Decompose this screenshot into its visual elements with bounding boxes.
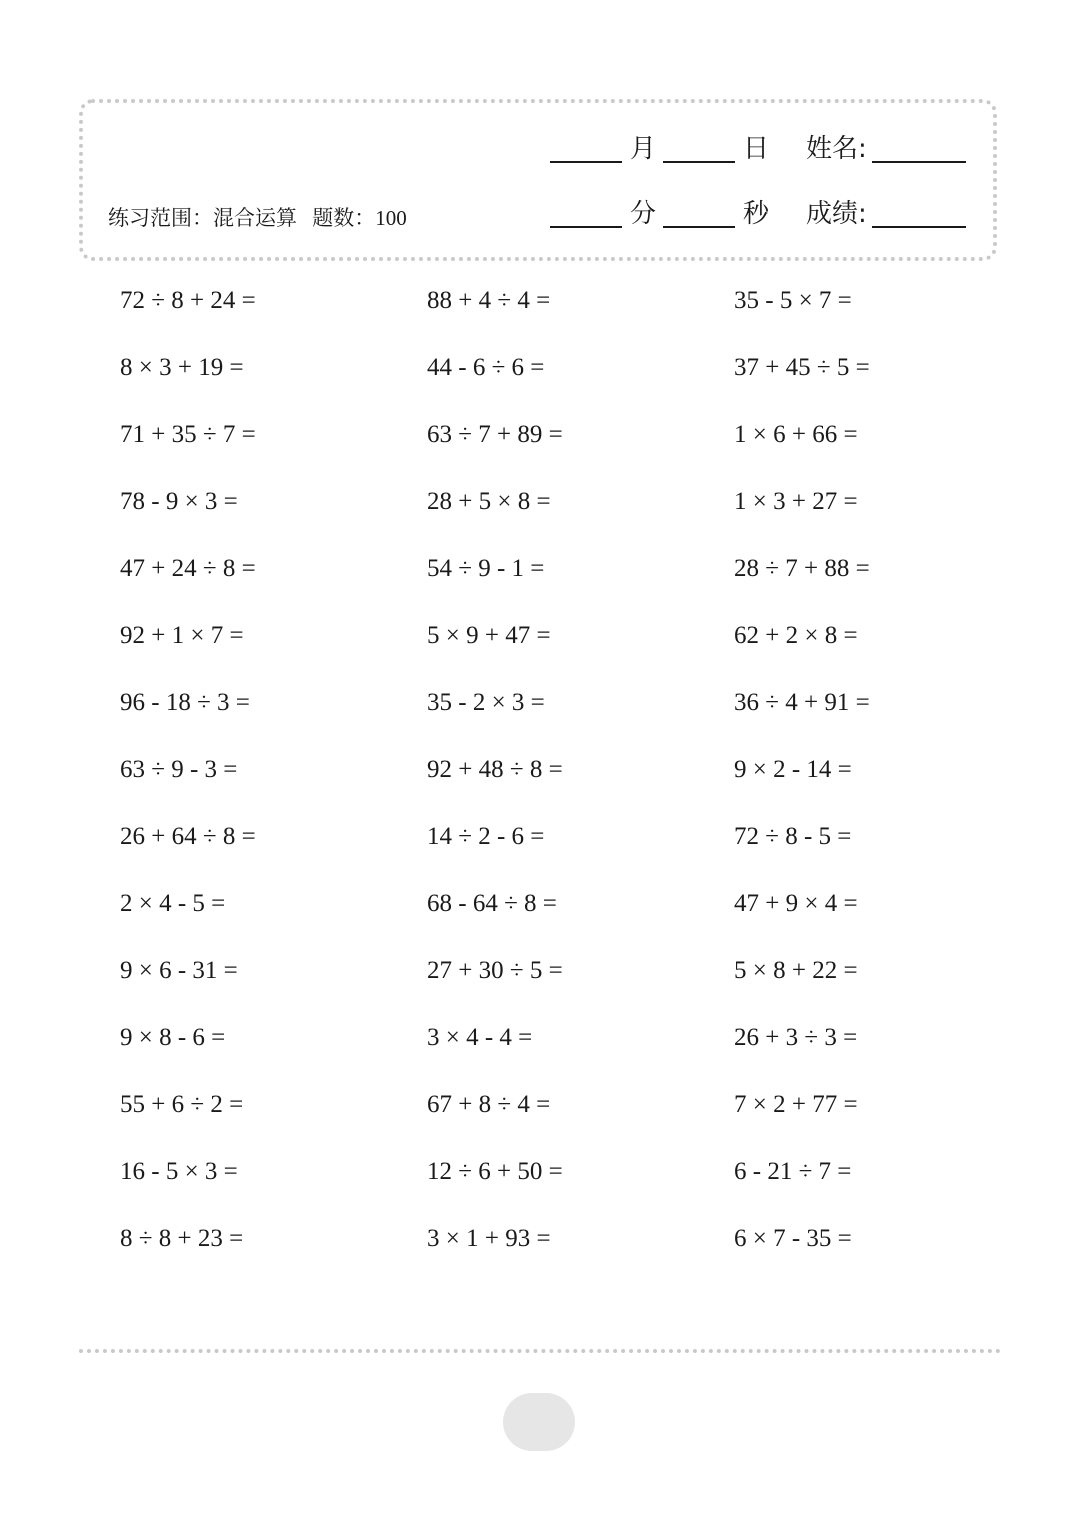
problem-item: 14 ÷ 2 - 6 = xyxy=(427,823,545,850)
problem-item: 68 - 64 ÷ 8 = xyxy=(427,890,557,917)
problem-item: 5 × 8 + 22 = xyxy=(734,957,858,984)
name-label: 姓名: xyxy=(806,134,867,164)
problem-item: 6 - 21 ÷ 7 = xyxy=(734,1158,852,1185)
problem-item: 72 ÷ 8 + 24 = xyxy=(120,287,256,314)
problem-item: 47 + 24 ÷ 8 = xyxy=(120,555,256,582)
problem-item: 62 + 2 × 8 = xyxy=(734,622,858,649)
count-label: 题数： xyxy=(312,206,376,230)
problem-item: 63 ÷ 9 - 3 = xyxy=(120,756,238,783)
footer-divider xyxy=(79,1349,1001,1353)
problem-item: 2 × 4 - 5 = xyxy=(120,890,226,917)
problem-item: 7 × 2 + 77 = xyxy=(734,1091,858,1118)
problem-item: 8 × 3 + 19 = xyxy=(120,354,244,381)
problem-item: 63 ÷ 7 + 89 = xyxy=(427,421,563,448)
problem-item: 35 - 2 × 3 = xyxy=(427,689,545,716)
score-label: 成绩: xyxy=(806,199,867,229)
problem-item: 71 + 35 ÷ 7 = xyxy=(120,421,256,448)
problem-item: 36 ÷ 4 + 91 = xyxy=(734,689,870,716)
problem-item: 37 + 45 ÷ 5 = xyxy=(734,354,870,381)
problem-item: 9 × 6 - 31 = xyxy=(120,957,238,984)
problem-item: 28 + 5 × 8 = xyxy=(427,488,551,515)
problem-item: 47 + 9 × 4 = xyxy=(734,890,858,917)
problem-item: 78 - 9 × 3 = xyxy=(120,488,238,515)
problem-item: 9 × 8 - 6 = xyxy=(120,1024,226,1051)
problem-item: 26 + 64 ÷ 8 = xyxy=(120,823,256,850)
problem-item: 12 ÷ 6 + 50 = xyxy=(427,1158,563,1185)
problem-item: 6 × 7 - 35 = xyxy=(734,1225,852,1252)
problem-item: 92 + 1 × 7 = xyxy=(120,622,244,649)
problem-item: 72 ÷ 8 - 5 = xyxy=(734,823,852,850)
page-number-badge xyxy=(503,1393,575,1451)
problem-item: 35 - 5 × 7 = xyxy=(734,287,852,314)
scope-label: 练习范围：混合运算 xyxy=(108,206,297,230)
problem-item: 1 × 6 + 66 = xyxy=(734,421,858,448)
problem-item: 92 + 48 ÷ 8 = xyxy=(427,756,563,783)
problem-item: 27 + 30 ÷ 5 = xyxy=(427,957,563,984)
problem-item: 96 - 18 ÷ 3 = xyxy=(120,689,250,716)
problem-item: 8 ÷ 8 + 23 = xyxy=(120,1225,244,1252)
problem-item: 55 + 6 ÷ 2 = xyxy=(120,1091,244,1118)
problem-item: 9 × 2 - 14 = xyxy=(734,756,852,783)
second-label: 秒 xyxy=(743,199,770,229)
problem-item: 16 - 5 × 3 = xyxy=(120,1158,238,1185)
count-value: 100 xyxy=(375,206,407,230)
day-label: 日 xyxy=(743,134,770,164)
problem-item: 44 - 6 ÷ 6 = xyxy=(427,354,545,381)
problem-item: 1 × 3 + 27 = xyxy=(734,488,858,515)
minute-label: 分 xyxy=(630,199,657,229)
month-label: 月 xyxy=(630,134,657,164)
problem-item: 3 × 4 - 4 = xyxy=(427,1024,533,1051)
problem-item: 88 + 4 ÷ 4 = xyxy=(427,287,551,314)
problem-item: 5 × 9 + 47 = xyxy=(427,622,551,649)
problem-item: 67 + 8 ÷ 4 = xyxy=(427,1091,551,1118)
problem-item: 54 ÷ 9 - 1 = xyxy=(427,555,545,582)
problem-item: 28 ÷ 7 + 88 = xyxy=(734,555,870,582)
problem-item: 26 + 3 ÷ 3 = xyxy=(734,1024,858,1051)
problem-item: 3 × 1 + 93 = xyxy=(427,1225,551,1252)
